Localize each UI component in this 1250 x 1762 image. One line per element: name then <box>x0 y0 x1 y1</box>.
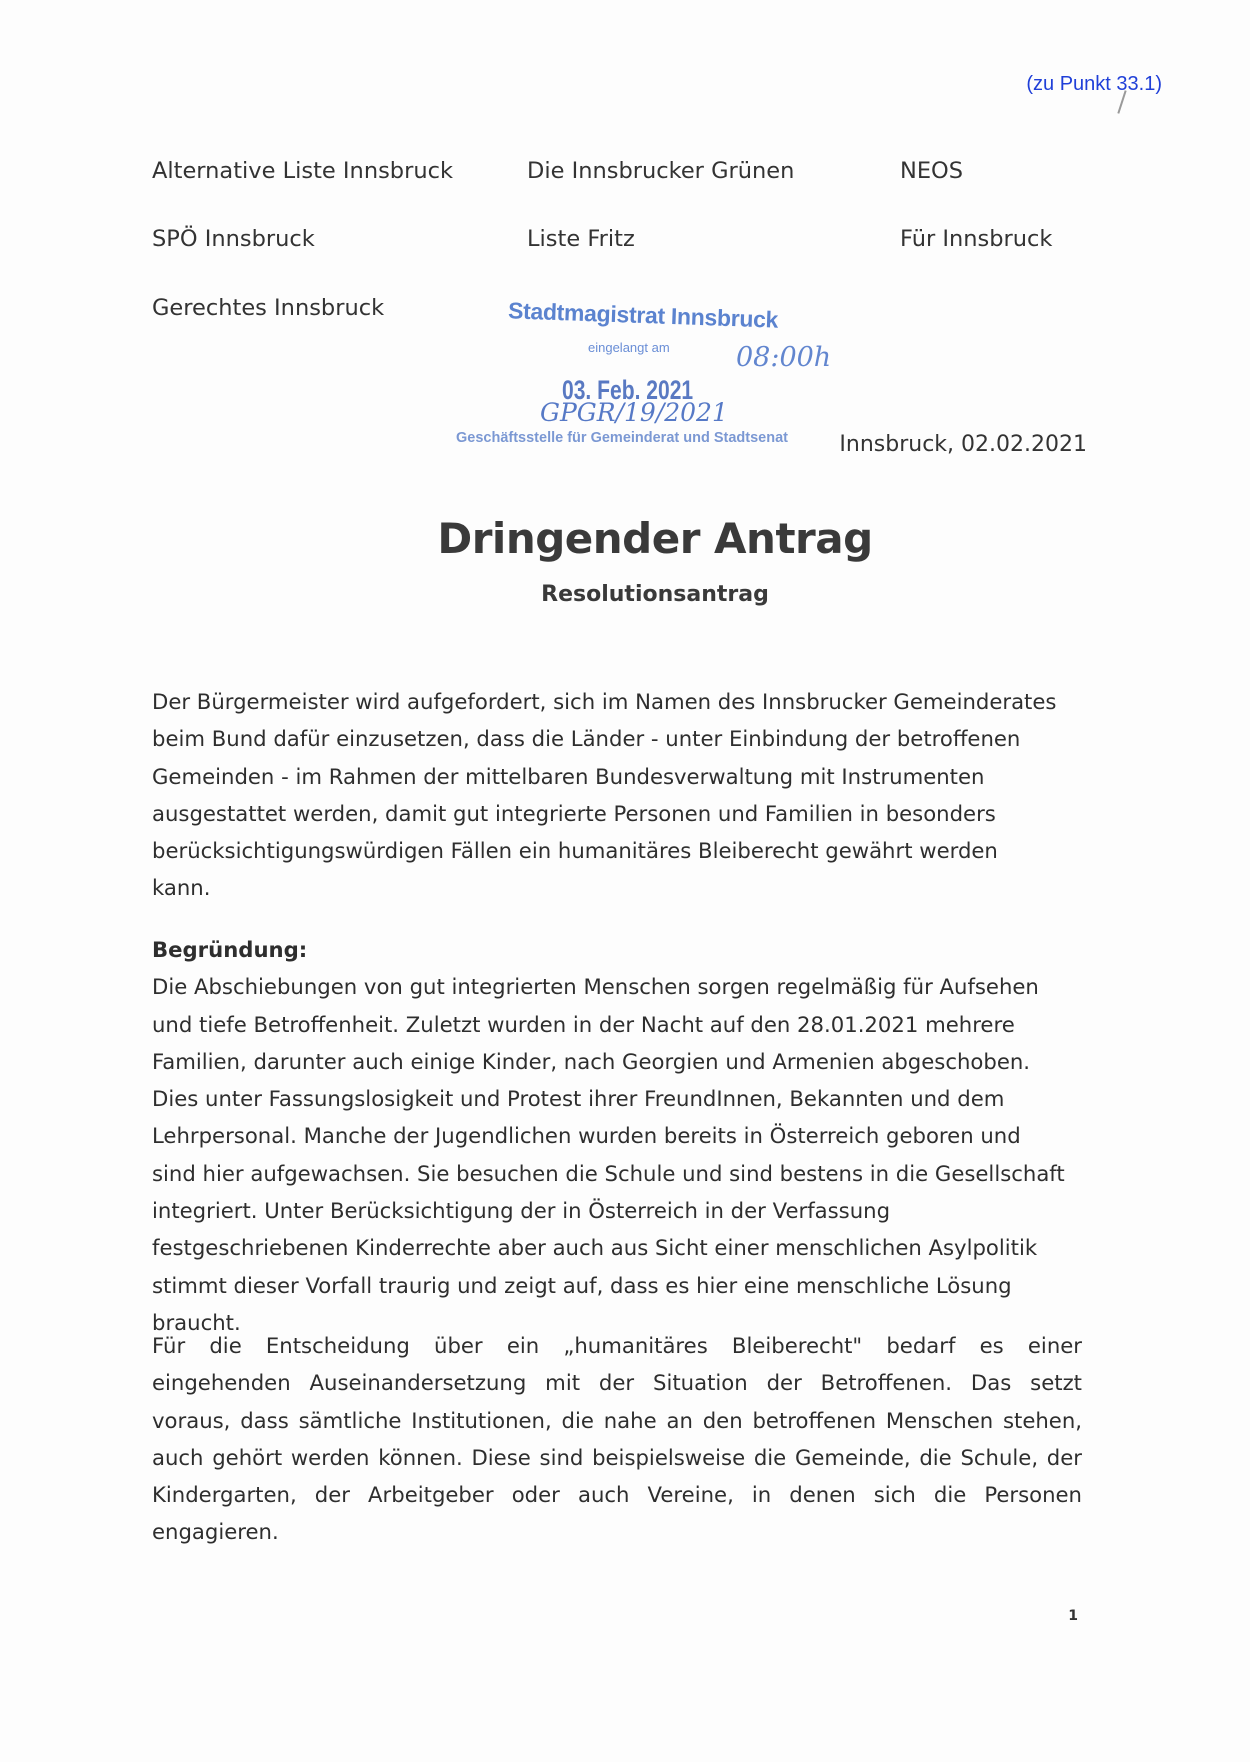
document-subtitle: Resolutionsantrag <box>541 582 769 607</box>
text-line: festgeschriebenen Kinderrechte aber auch aus Sicht einer menschlichen Asylpolitik <box>152 1235 1038 1261</box>
text-line: eingehenden Auseinandersetzung mit der Situation der Betroffenen. Das setzt <box>152 1370 1082 1396</box>
text-line: kann. <box>152 875 211 901</box>
text-line: Gemeinden - im Rahmen der mittelbaren Bundesverwaltung mit Instrumenten <box>152 763 985 789</box>
reasoning-section <box>152 931 1082 1341</box>
text-line: Die Abschiebungen von gut integrierten Menschen sorgen regelmäßig für Aufsehen <box>152 974 1039 1000</box>
party-fuer-innsbruck: Für Innsbruck <box>900 226 1053 252</box>
text-line: auch gehört werden können. Diese sind beispielsweise die Gemeinde, die Schule, der <box>152 1444 1082 1470</box>
party-neos: NEOS <box>900 158 964 184</box>
stamp-file-reference: GPGR/19/2021 <box>540 398 728 427</box>
text-line: Familien, darunter auch einige Kinder, nach Georgien und Armenien abgeschoben. <box>152 1048 1031 1074</box>
text-line: stimmt dieser Vorfall traurig und zeigt auf, dass es hier eine menschliche Lösung <box>152 1272 1012 1298</box>
text-line: Dies unter Fassungslosigkeit und Protest ihrer FreundInnen, Bekannten und dem <box>152 1086 1005 1112</box>
stamp-received-label: eingelangt am <box>588 340 670 355</box>
party-spoe: SPÖ Innsbruck <box>152 226 315 252</box>
party-alternative-liste: Alternative Liste Innsbruck <box>152 158 453 184</box>
text-line: Kindergarten, der Arbeitgeber oder auch Vereine, in denen sich die Personen <box>152 1482 1082 1508</box>
text-line: und tiefe Betroffenheit. Zuletzt wurden in der Nacht auf den 28.01.2021 mehrere <box>152 1011 1015 1037</box>
party-gruene: Die Innsbrucker Grünen <box>527 158 795 184</box>
motion-paragraph <box>152 683 1082 907</box>
text-line: braucht. <box>152 1309 241 1335</box>
text-line: Lehrpersonal. Manche der Jugendlichen wurden bereits in Österreich geboren und <box>152 1123 1021 1149</box>
document-title: Dringender Antrag <box>437 514 873 563</box>
text-line: voraus, dass sämtliche Institutionen, die nahe an den betroffenen Menschen stehen, <box>152 1407 1082 1433</box>
decision-paragraph <box>152 1327 1082 1551</box>
stamp-handwritten-time: 08:00h <box>736 342 832 373</box>
received-stamp <box>456 297 832 462</box>
text-line: sind hier aufgewachsen. Sie besuchen die Schule und sind bestens in die Gesellschaft <box>152 1160 1065 1186</box>
text-line: Für die Entscheidung über ein „humanitäres Bleiberecht" bedarf es einer <box>152 1333 1082 1358</box>
reasoning-heading: Begründung: <box>152 937 308 962</box>
stamp-organisation: Stadtmagistrat Innsbruck <box>507 297 779 333</box>
text-line: berücksichtigungswürdigen Fällen ein humanitäres Bleiberecht gewährt werden <box>152 838 998 864</box>
text-line: beim Bund dafür einzusetzen, dass die Länder - unter Einbindung der betroffenen <box>152 726 1021 752</box>
stamp-date: 03. Feb. 2021 <box>562 375 694 405</box>
party-gerechtes-innsbruck: Gerechtes Innsbruck <box>152 295 385 321</box>
text-line: engagieren. <box>152 1519 279 1545</box>
place-and-date: Innsbruck, 02.02.2021 <box>839 432 1087 457</box>
party-liste-fritz: Liste Fritz <box>527 226 635 252</box>
stamp-office: Geschäftsstelle für Gemeinderat und Stadtsenat <box>456 430 788 446</box>
text-line: integriert. Unter Berücksichtigung der in Österreich in der Verfassung <box>152 1198 891 1224</box>
text-line: Der Bürgermeister wird aufgefordert, sich im Namen des Innsbrucker Gemeinderates <box>152 689 1057 714</box>
page-number: 1 <box>1068 1608 1078 1624</box>
agenda-reference: (zu Punkt 33.1) <box>1026 73 1162 95</box>
text-line: ausgestattet werden, damit gut integrierte Personen und Familien in besonders <box>152 800 996 826</box>
